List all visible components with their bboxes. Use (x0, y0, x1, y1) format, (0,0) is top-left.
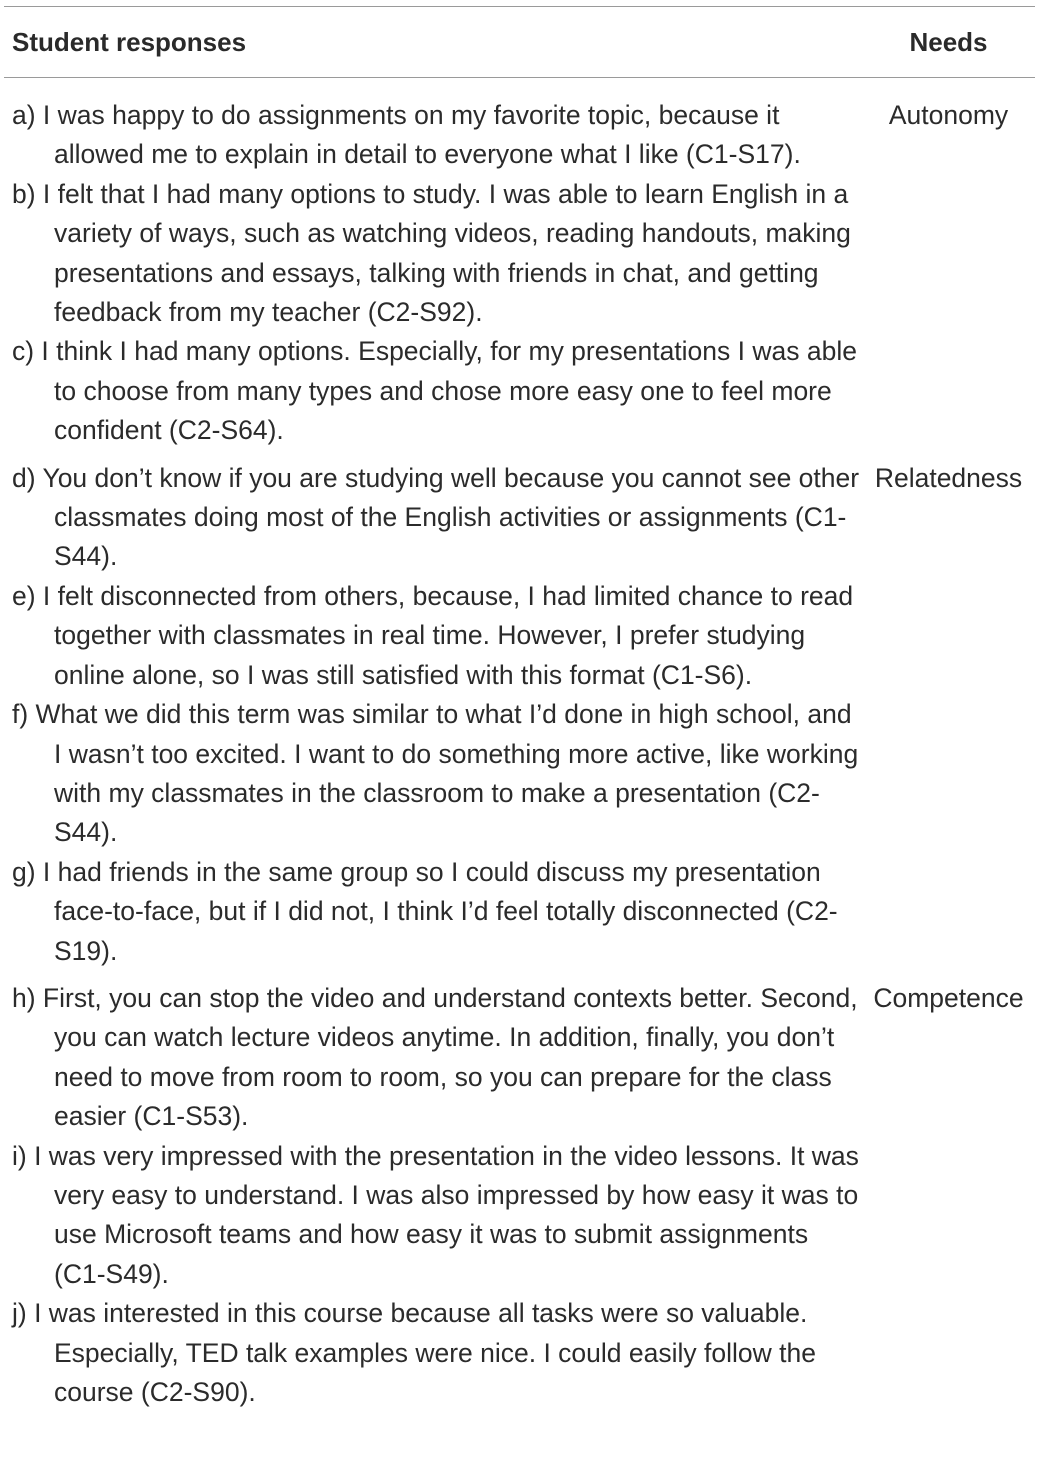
table-header (4, 7, 1035, 78)
need-autonomy: Autonomy (888, 100, 1009, 130)
group-autonomy (4, 96, 1035, 451)
response-c: c) I think I had many options. Especially, for my presentations I was able to choose from many types and chose more easy one to feel more confident (C2-S64). (12, 336, 857, 446)
need-competence: Competence (873, 982, 1024, 1013)
response-j: j) I was interested in this course because all tasks were so valuable. Especially, TED talk examples were nice. I could easily follow the course (C2-S90). (12, 1298, 816, 1407)
response-a: a) I was happy to do assignments on my favorite topic, because it allowed me to explain in detail to everyone what I like (C1-S17). (12, 100, 801, 170)
response-g: g) I had friends in the same group so I could discuss my presentation face-to-face, but if I did not, I think I’d feel totally disconnected (C2-S19). (12, 856, 838, 966)
response-list (4, 459, 862, 971)
response-list (4, 979, 862, 1412)
response-e: e) I felt disconnected from others, because, I had limited chance to read together with classmates in real time. However, I prefer studying online alone, so I was still satisfied with this format (C1-S6). (12, 580, 854, 690)
response-i: i) I was very impressed with the presentation in the video lessons. It was very easy to understand. I was also impressed by how easy it was to use Microsoft teams and how easy it was to submit assignments (C1-S49). (12, 1140, 859, 1289)
response-b: b) I felt that I had many options to study. I was able to learn English in a variety of ways, such as watching videos, reading handouts, making presentations and essays, talking with friends in chat, and getting feedback from my teacher (C2-S92). (12, 178, 851, 328)
response-list (4, 96, 862, 451)
group-relatedness (4, 459, 1035, 971)
header-student-responses: Student responses (12, 26, 247, 57)
response-f: f) What we did this term was similar to what I’d done in high school, and I wasn’t too excited. I want to do something more active, like working with my classmates in the classroom to make a presentation (C2-S44). (12, 699, 859, 848)
group-competence (4, 979, 1035, 1412)
response-h: h) First, you can stop the video and understand contexts better. Second, you can watch lecture videos anytime. In addition, finally, you don’t need to move from room to room, so you can prepare for the class easier (C1-S53). (12, 982, 858, 1132)
header-needs: Needs (909, 26, 988, 57)
response-d: d) You don’t know if you are studying well because you cannot see other classmates doing most of the English activities or assignments (C1-S44). (12, 462, 860, 572)
responses-table (4, 6, 1035, 1412)
need-relatedness: Relatedness (874, 462, 1023, 493)
